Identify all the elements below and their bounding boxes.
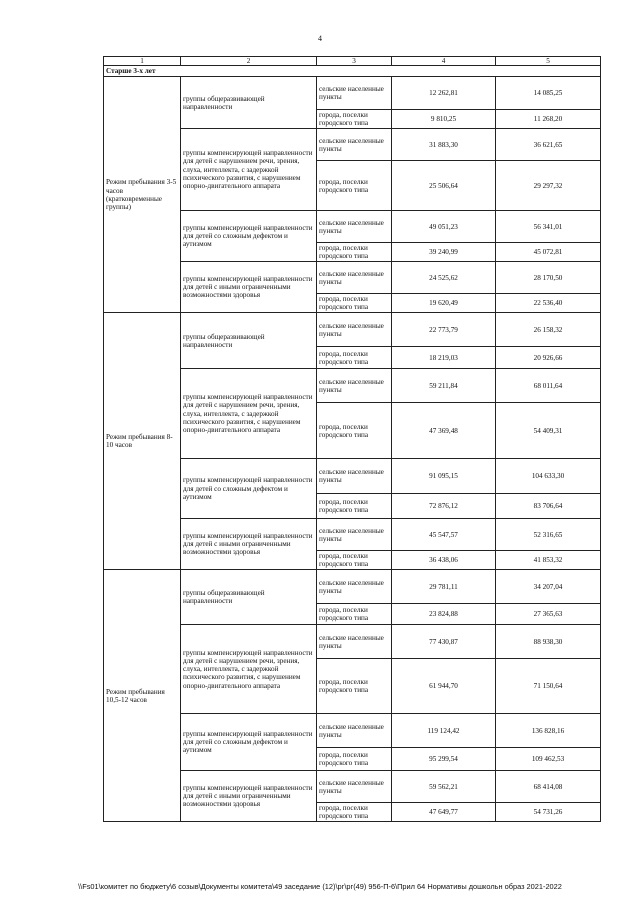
location-type: города, поселки городского типа [317,803,392,822]
value-cell-col4: 95 299,54 [392,748,496,771]
value-cell-col5: 14 085,25 [496,77,601,110]
location-type: сельские населенные пункты [317,771,392,803]
location-type: сельские населенные пункты [317,570,392,604]
mode-label: Режим пребывания 10,5-12 часов [104,570,181,822]
value-cell-col4: 39 240,99 [392,243,496,262]
value-cell-col5: 20 926,66 [496,347,601,369]
file-path-footer: \\Fs01\комитет по бюджету\6 созыв\Документы комитета\49 заседание (12)\рг\рг(49) 956-П-6\Прил 64 Нормативы дошкольн образ 2021-2022 [78,882,562,891]
value-cell-col4: 22 773,79 [392,313,496,347]
value-cell-col5: 34 207,04 [496,570,601,604]
location-type: города, поселки городского типа [317,294,392,313]
value-cell-col4: 59 211,84 [392,369,496,403]
value-cell-col4: 24 525,62 [392,262,496,294]
location-type: сельские населенные пункты [317,459,392,494]
value-cell-col4: 9 810,25 [392,110,496,129]
page-number: 4 [318,34,322,43]
value-cell-col5: 27 365,63 [496,604,601,625]
value-cell-col5: 88 938,30 [496,625,601,659]
location-type: города, поселки городского типа [317,551,392,570]
value-cell-col5: 54 409,31 [496,403,601,459]
group-label: группы общеразвивающей направленности [181,77,317,129]
value-cell-col4: 49 051,23 [392,211,496,243]
location-type: сельские населенные пункты [317,262,392,294]
value-cell-col4: 12 262,81 [392,77,496,110]
value-cell-col4: 36 438,06 [392,551,496,570]
header-row [104,57,601,66]
value-cell-col4: 59 562,21 [392,771,496,803]
location-type: города, поселки городского типа [317,161,392,211]
header-cell: 4 [392,57,496,66]
location-type: сельские населенные пункты [317,77,392,110]
value-cell-col4: 18 219,03 [392,347,496,369]
value-cell-col4: 25 506,64 [392,161,496,211]
value-cell-col4: 45 547,57 [392,519,496,551]
value-cell-col5: 11 268,20 [496,110,601,129]
group-label: группы общеразвивающей направленности [181,570,317,625]
value-cell-col5: 109 462,53 [496,748,601,771]
section-title: Старше 3-х лет [104,66,601,77]
location-type: сельские населенные пункты [317,129,392,161]
value-cell-col5: 29 297,32 [496,161,601,211]
value-cell-col4: 91 095,15 [392,459,496,494]
location-type: города, поселки городского типа [317,110,392,129]
group-label: группы компенсирующей направленности для детей со сложным дефектом и аутизмом [181,459,317,519]
value-cell-col5: 83 706,64 [496,494,601,519]
value-cell-col5: 136 828,16 [496,714,601,748]
location-type: сельские населенные пункты [317,625,392,659]
location-type: города, поселки городского типа [317,748,392,771]
header-cell: 1 [104,57,181,66]
value-cell-col4: 119 124,42 [392,714,496,748]
normatives-table [103,56,601,822]
value-cell-col5: 68 011,64 [496,369,601,403]
value-cell-col5: 41 853,32 [496,551,601,570]
value-cell-col4: 29 781,11 [392,570,496,604]
location-type: города, поселки городского типа [317,604,392,625]
mode-label: Режим пребывания 8-10 часов [104,313,181,570]
group-label: группы компенсирующей направленности для детей с нарушением речи, зрения, слуха, интеллекта, с задержкой психического развития, с нарушением опорно-двигательного аппарата [181,625,317,714]
value-cell-col5: 68 414,08 [496,771,601,803]
group-label: группы компенсирующей направленности для детей с иными ограниченными возможностями здоровья [181,262,317,313]
value-cell-col5: 71 150,64 [496,659,601,714]
location-type: города, поселки городского типа [317,659,392,714]
value-cell-col4: 19 620,49 [392,294,496,313]
value-cell-col5: 104 633,30 [496,459,601,494]
table-row [104,570,601,604]
location-type: города, поселки городского типа [317,347,392,369]
location-type: сельские населенные пункты [317,714,392,748]
group-label: группы компенсирующей направленности для детей с иными ограниченными возможностями здоровья [181,771,317,822]
value-cell-col4: 47 369,48 [392,403,496,459]
group-label: группы компенсирующей направленности для детей с нарушением речи, зрения, слуха, интеллекта, с задержкой психического развития, с нарушением опорно-двигательного аппарата [181,369,317,459]
section-row [104,66,601,77]
location-type: города, поселки городского типа [317,494,392,519]
value-cell-col4: 23 824,88 [392,604,496,625]
group-label: группы компенсирующей направленности для детей со сложным дефектом и аутизмом [181,211,317,262]
location-type: сельские населенные пункты [317,369,392,403]
header-cell: 5 [496,57,601,66]
value-cell-col5: 52 316,65 [496,519,601,551]
value-cell-col5: 36 621,65 [496,129,601,161]
value-cell-col4: 77 430,87 [392,625,496,659]
value-cell-col4: 47 649,77 [392,803,496,822]
location-type: города, поселки городского типа [317,243,392,262]
value-cell-col4: 72 876,12 [392,494,496,519]
value-cell-col5: 45 072,81 [496,243,601,262]
mode-label: Режим пребывания 3-5 часов (кратковременные группы) [104,77,181,313]
location-type: сельские населенные пункты [317,519,392,551]
table-row [104,77,601,110]
group-label: группы компенсирующей направленности для детей с нарушением речи, зрения, слуха, интеллекта, с задержкой психического развития, с нарушением опорно-двигательного аппарата [181,129,317,211]
value-cell-col5: 56 341,01 [496,211,601,243]
group-label: группы общеразвивающей направленности [181,313,317,369]
group-label: группы компенсирующей направленности для детей со сложным дефектом и аутизмом [181,714,317,771]
header-cell: 2 [181,57,317,66]
value-cell-col5: 22 536,40 [496,294,601,313]
table-row [104,313,601,347]
location-type: города, поселки городского типа [317,403,392,459]
location-type: сельские населенные пункты [317,313,392,347]
group-label: группы компенсирующей направленности для детей с иными ограниченными возможностями здоровья [181,519,317,570]
value-cell-col5: 54 731,26 [496,803,601,822]
header-cell: 3 [317,57,392,66]
location-type: сельские населенные пункты [317,211,392,243]
value-cell-col4: 61 944,70 [392,659,496,714]
value-cell-col4: 31 883,30 [392,129,496,161]
value-cell-col5: 28 170,50 [496,262,601,294]
value-cell-col5: 26 158,32 [496,313,601,347]
